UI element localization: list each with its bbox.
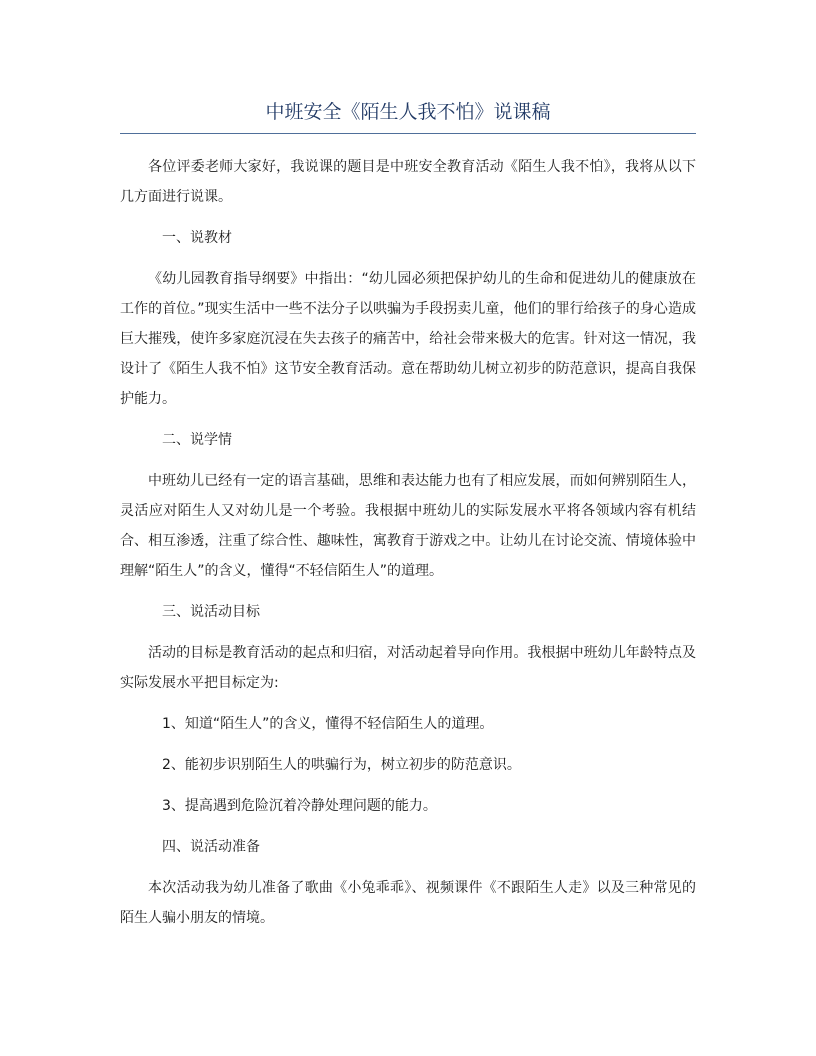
- section-heading-activity-goals: 三、说活动目标: [162, 604, 260, 620]
- goal-item: 2、能初步识别陌生人的哄骗行为，树立初步的防范意识。: [162, 757, 521, 773]
- document-body: [120, 152, 696, 944]
- section-heading-activity-preparation: 四、说活动准备: [162, 839, 260, 855]
- section-body-teaching-material: 《幼儿园教育指导纲要》中指出：“幼儿园必须把保护幼儿的生命和促进幼儿的健康放在工作的首位。”现实生活中一些不法分子以哄骗为手段拐卖儿童，他们的罪行给孩子的身心造成巨大摧残，使许多家庭沉浸在失去孩子的痛苦中，给社会带来极大的危害。针对这一情况，我设计了《陌生人我不怕》这节安全教育活动。意在帮助幼儿树立初步的防范意识，提高自我保护能力。: [120, 271, 696, 407]
- section-body-activity-goals: 活动的目标是教育活动的起点和归宿，对活动起着导向作用。我根据中班幼儿年龄特点及实际发展水平把目标定为:: [120, 645, 696, 691]
- section-heading-learner-analysis: 二、说学情: [162, 432, 232, 448]
- goal-item: 3、提高遇到危险沉着冷静处理问题的能力。: [162, 798, 437, 814]
- goal-item: 1、知道“陌生人”的含义，懂得不轻信陌生人的道理。: [162, 716, 494, 732]
- section-body-activity-preparation: 本次活动我为幼儿准备了歌曲《小兔乖乖》、视频课件《不跟陌生人走》以及三种常见的陌生人骗小朋友的情境。: [120, 880, 696, 926]
- section-body-learner-analysis: 中班幼儿已经有一定的语言基础，思维和表达能力也有了相应发展，而如何辨别陌生人，灵活应对陌生人又对幼儿是一个考验。我根据中班幼儿的实际发展水平将各领域内容有机结合、相互渗透，注重了综合性、趣味性，寓教育于游戏之中。让幼儿在讨论交流、情境体验中理解“陌生人”的含义，懂得“不轻信陌生人”的道理。: [120, 473, 696, 579]
- title-underline: [120, 133, 696, 134]
- document-title: 中班安全《陌生人我不怕》说课稿: [265, 101, 551, 123]
- section-heading-teaching-material: 一、说教材: [162, 230, 232, 246]
- intro-paragraph: 各位评委老师大家好，我说课的题目是中班安全教育活动《陌生人我不怕》，我将从以下几方面进行说课。: [120, 159, 696, 205]
